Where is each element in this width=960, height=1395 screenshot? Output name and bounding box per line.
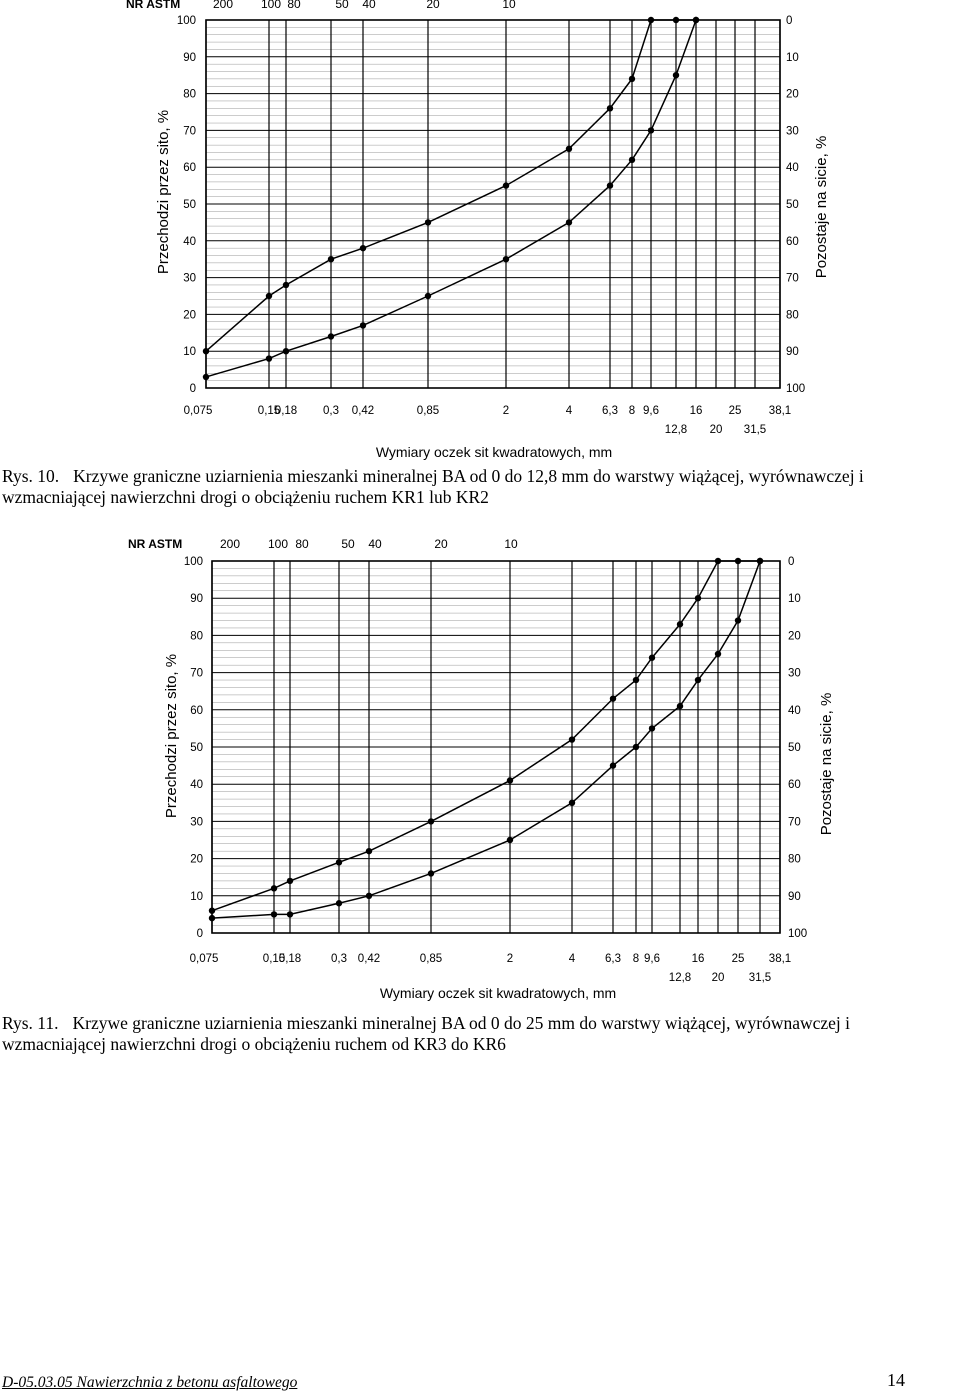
y-left-tick-label: 50 xyxy=(183,199,196,211)
y-right-tick-label: 60 xyxy=(788,779,801,792)
astm-title: NR ASTM xyxy=(128,537,183,551)
footer-page-number: 14 xyxy=(887,1370,905,1390)
x-tick-label: 8 xyxy=(628,405,636,417)
x-tick-label: 0,18 xyxy=(278,953,302,965)
y-left-tick-label: 30 xyxy=(190,816,203,829)
data-point xyxy=(283,348,289,354)
x-tick-label: 31,5 xyxy=(748,972,772,984)
y-left-axis-label: Przechodzi przez sito, % xyxy=(155,109,172,275)
astm-number: 100 xyxy=(267,537,289,551)
astm-number: 40 xyxy=(362,0,376,11)
data-point xyxy=(503,182,509,188)
y-right-tick-label: 90 xyxy=(788,890,801,903)
data-point xyxy=(629,76,635,82)
y-right-tick-label: 70 xyxy=(786,272,799,285)
x-tick-label: 6,3 xyxy=(602,405,618,417)
data-point xyxy=(610,695,616,701)
y-left-tick-label: 100 xyxy=(183,556,203,568)
y-right-tick-label: 30 xyxy=(786,125,799,138)
x-tick-label: 20 xyxy=(709,424,723,436)
data-point xyxy=(425,219,431,225)
data-point xyxy=(715,651,721,657)
y-right-tick-label: 10 xyxy=(788,593,801,606)
x-axis-label: Wymiary oczek sit kwadratowych, mm xyxy=(379,985,617,1001)
y-left-tick-label: 90 xyxy=(183,51,196,64)
data-point xyxy=(610,762,616,768)
data-point xyxy=(428,870,434,876)
x-tick-label: 16 xyxy=(691,953,705,965)
astm-number: 50 xyxy=(335,0,349,11)
data-point xyxy=(693,17,699,23)
astm-number: 200 xyxy=(219,537,241,551)
data-point xyxy=(287,911,293,917)
astm-number: 40 xyxy=(368,537,382,551)
x-tick-label: 16 xyxy=(689,405,703,417)
data-point xyxy=(649,725,655,731)
data-point xyxy=(328,333,334,339)
data-point xyxy=(735,558,741,564)
data-point xyxy=(695,677,701,683)
y-right-tick-label: 30 xyxy=(788,667,801,680)
data-point xyxy=(203,348,209,354)
x-tick-label: 0,42 xyxy=(351,405,375,417)
x-tick-label: 8 xyxy=(632,953,640,965)
x-tick-label: 0,85 xyxy=(419,953,443,965)
caption-1 xyxy=(2,466,958,508)
y-right-tick-label: 20 xyxy=(788,630,801,643)
astm-number: 20 xyxy=(426,0,440,11)
astm-number: 10 xyxy=(502,0,516,11)
data-point xyxy=(735,617,741,623)
data-point xyxy=(336,859,342,865)
data-point xyxy=(695,595,701,601)
astm-number: 80 xyxy=(287,0,301,11)
data-point xyxy=(629,157,635,163)
x-tick-label: 0,18 xyxy=(274,405,298,417)
data-point xyxy=(283,282,289,288)
data-point xyxy=(673,17,679,23)
y-right-tick-label: 80 xyxy=(786,309,799,322)
y-right-tick-label: 0 xyxy=(788,556,795,568)
astm-number: 10 xyxy=(504,537,518,551)
y-left-tick-label: 80 xyxy=(190,630,203,643)
grading-chart-1 xyxy=(0,0,960,462)
y-left-tick-label: 80 xyxy=(183,88,196,101)
series-line xyxy=(206,20,696,377)
data-point xyxy=(287,878,293,884)
y-left-tick-label: 10 xyxy=(190,890,203,903)
x-tick-label: 12,8 xyxy=(664,424,688,436)
data-point xyxy=(425,293,431,299)
y-left-tick-label: 20 xyxy=(190,853,203,866)
y-right-tick-label: 50 xyxy=(786,199,799,211)
y-left-tick-label: 60 xyxy=(190,704,203,717)
data-point xyxy=(203,374,209,380)
data-point xyxy=(360,245,366,251)
grading-chart-2 xyxy=(0,532,960,1007)
data-point xyxy=(209,915,215,921)
data-point xyxy=(507,837,513,843)
data-point xyxy=(677,621,683,627)
y-right-tick-label: 0 xyxy=(786,15,793,27)
astm-number: 200 xyxy=(212,0,234,11)
x-tick-label: 4 xyxy=(568,953,576,965)
x-tick-label: 0,15 xyxy=(257,405,281,417)
y-left-tick-label: 10 xyxy=(183,346,196,359)
data-point xyxy=(271,911,277,917)
y-left-tick-label: 70 xyxy=(183,125,196,138)
x-tick-label: 0,3 xyxy=(331,953,347,965)
y-left-tick-label: 90 xyxy=(190,593,203,606)
x-tick-label: 0,42 xyxy=(357,953,381,965)
y-left-tick-label: 60 xyxy=(183,162,196,175)
y-left-tick-label: 100 xyxy=(176,15,196,27)
y-left-tick-label: 50 xyxy=(190,742,203,754)
y-left-tick-label: 0 xyxy=(196,928,203,940)
data-point xyxy=(266,293,272,299)
data-point xyxy=(633,677,639,683)
data-point xyxy=(607,182,613,188)
data-point xyxy=(607,105,613,111)
x-tick-label: 9,6 xyxy=(644,953,660,965)
astm-number: 20 xyxy=(434,537,448,551)
y-right-tick-label: 70 xyxy=(788,816,801,829)
grid xyxy=(212,561,780,933)
y-right-tick-label: 90 xyxy=(786,346,799,359)
data-point xyxy=(715,558,721,564)
grading-curve-upper xyxy=(203,17,699,355)
x-tick-label: 4 xyxy=(565,405,573,417)
x-tick-label: 0,075 xyxy=(189,953,219,965)
x-tick-label: 20 xyxy=(711,972,725,984)
grid xyxy=(206,20,780,388)
x-tick-label: 25 xyxy=(731,953,745,965)
x-tick-label: 38,1 xyxy=(768,953,792,965)
astm-number: 80 xyxy=(295,537,309,551)
x-tick-label: 2 xyxy=(506,953,514,965)
data-point xyxy=(633,744,639,750)
y-left-tick-label: 0 xyxy=(189,383,196,395)
data-point xyxy=(360,322,366,328)
astm-number: 50 xyxy=(341,537,355,551)
x-tick-label: 0,3 xyxy=(323,405,339,417)
data-point xyxy=(677,703,683,709)
caption-2-number: Rys. 11. xyxy=(2,1013,59,1033)
data-point xyxy=(336,900,342,906)
x-tick-label: 0,075 xyxy=(183,405,213,417)
y-right-tick-label: 60 xyxy=(786,235,799,248)
y-right-axis-label: Pozostaje na sicie, % xyxy=(818,692,835,836)
series-line xyxy=(206,20,696,351)
y-right-tick-label: 50 xyxy=(788,742,801,754)
data-point xyxy=(428,818,434,824)
x-tick-label: 9,6 xyxy=(643,405,659,417)
data-point xyxy=(757,558,763,564)
footer-document-title: D-05.03.05 Nawierzchnia z betonu asfaltowego xyxy=(2,1374,298,1391)
data-point xyxy=(569,736,575,742)
data-point xyxy=(648,17,654,23)
x-tick-label: 25 xyxy=(728,405,742,417)
x-tick-label: 31,5 xyxy=(743,424,767,436)
y-left-tick-label: 30 xyxy=(183,272,196,285)
data-point xyxy=(328,256,334,262)
y-left-tick-label: 40 xyxy=(190,779,203,792)
data-point xyxy=(503,256,509,262)
y-right-axis-label: Pozostaje na sicie, % xyxy=(813,135,830,279)
data-point xyxy=(366,848,372,854)
x-tick-label: 2 xyxy=(502,405,510,417)
y-left-tick-label: 40 xyxy=(183,235,196,248)
y-right-tick-label: 80 xyxy=(788,853,801,866)
x-tick-label: 0,15 xyxy=(262,953,286,965)
data-point xyxy=(648,127,654,133)
y-left-axis-label: Przechodzi przez sito, % xyxy=(163,653,180,819)
data-point xyxy=(673,72,679,78)
y-right-tick-label: 20 xyxy=(786,88,799,101)
x-tick-label: 38,1 xyxy=(768,405,792,417)
data-point xyxy=(649,655,655,661)
x-axis-label: Wymiary oczek sit kwadratowych, mm xyxy=(375,444,613,460)
y-left-tick-label: 20 xyxy=(183,309,196,322)
x-tick-label: 12,8 xyxy=(668,972,692,984)
y-right-tick-label: 100 xyxy=(786,383,806,395)
y-right-tick-label: 40 xyxy=(786,162,799,175)
data-point xyxy=(266,355,272,361)
caption-1-number: Rys. 10. xyxy=(2,466,60,486)
data-point xyxy=(366,893,372,899)
data-point xyxy=(566,219,572,225)
y-left-tick-label: 70 xyxy=(190,667,203,680)
astm-number: 100 xyxy=(260,0,282,11)
x-tick-label: 6,3 xyxy=(605,953,621,965)
data-point xyxy=(271,885,277,891)
y-right-tick-label: 10 xyxy=(786,51,799,64)
caption-2 xyxy=(2,1013,958,1055)
caption-1-text: Krzywe graniczne uziarnienia mieszanki mineralnej BA od 0 do 12,8 mm do warstwy wiążącej, wyrównawczej i wzmacniającej nawierzchni drogi o obciążeniu ruchem KR1 lub KR2 xyxy=(2,466,864,507)
data-point xyxy=(507,777,513,783)
astm-title: NR ASTM xyxy=(126,0,181,11)
y-right-tick-label: 40 xyxy=(788,704,801,717)
caption-2-text: Krzywe graniczne uziarnienia mieszanki mineralnej BA od 0 do 25 mm do warstwy wiążącej, wyrównawczej i wzmacniającej nawierzchni drogi o obciążeniu ruchem od KR3 do KR6 xyxy=(2,1013,851,1054)
x-tick-label: 0,85 xyxy=(416,405,440,417)
y-right-tick-label: 100 xyxy=(788,928,808,940)
data-point xyxy=(569,800,575,806)
data-point xyxy=(566,146,572,152)
data-point xyxy=(209,907,215,913)
